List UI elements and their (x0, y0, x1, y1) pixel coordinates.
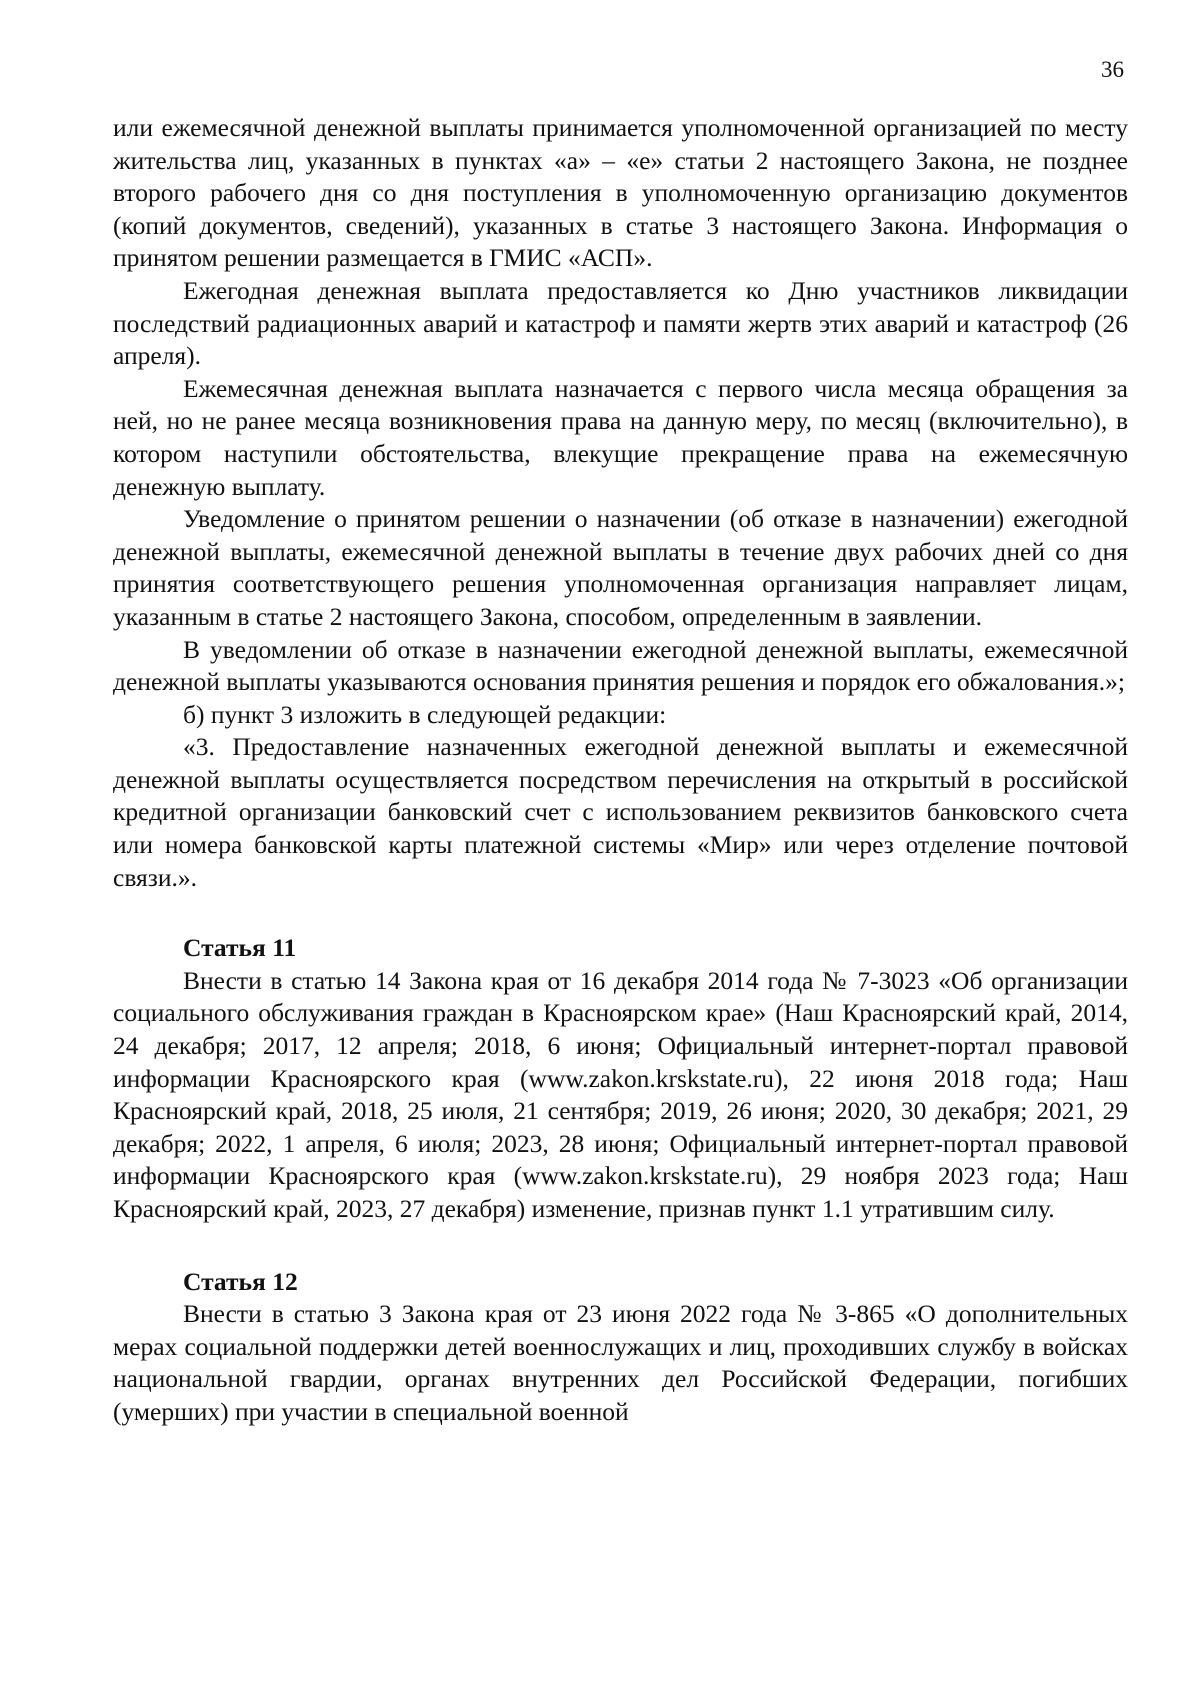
paragraph-annual-payment: Ежегодная денежная выплата предоставляется ко Дню участников ликвидации последствий радиационных аварий и катастроф и памяти жертв этих аварий и катастроф (26 апреля). (113, 275, 1128, 371)
paragraph-continuation: или ежемесячной денежной выплаты принимается уполномоченной организацией по месту жительства лиц, указанных в пунктах «а» – «е» статьи 2 настоящего Закона, не позднее второго рабочего дня со дня поступления в уполномоченную организацию документов (копий документов, сведений), указанных в статье 3 настоящего Закона. Информация о принятом решении размещается в ГМИС «АСП». (113, 113, 1128, 273)
article-12-heading: Статья 12 (183, 1266, 298, 1296)
document-body (113, 112, 1128, 1429)
article-12-text: Внести в статью 3 Закона края от 23 июня 2022 года № 3-865 «О дополнительных мерах социальной поддержки детей военнослужащих и лиц, проходивших службу в войсках национальной гвардии, органах внутренних дел Российской Федерации, погибших (умерших) при участии в специальной военной (113, 1299, 1128, 1426)
article-11-heading: Статья 11 (183, 933, 297, 963)
article-11-text: Внести в статью 14 Закона края от 16 декабря 2014 года № 7-3023 «Об организации социального обслуживания граждан в Красноярском крае» (Наш Красноярский край, 2014, 24 декабря; 2017, 12 апреля; 2018, 6 июня; Официальный интернет-портал правовой информации Красноярского края (www.zakon.krskstate.ru), 22 июня 2018 года; Наш Красноярский край, 2018, 25 июля, 21 сентября; 2019, 26 июня; 2020, 30 декабря; 2021, 29 декабря; 2022, 1 апреля, 6 июля; 2023, 28 июня; Официальный интернет-портал правовой информации Красноярского края (www.zakon.krskstate.ru), 29 ноября 2023 года; Наш Красноярский край, 2023, 27 декабря) изменение, признав пункт 1.1 утратившим силу. (113, 965, 1128, 1223)
paragraph-notification: Уведомление о принятом решении о назначении (об отказе в назначении) ежегодной денежной выплаты, ежемесячной денежной выплаты в течение двух рабочих дней со дня принятия соответствующего решения уполномоченная организация направляет лицам, указанным в статье 2 настоящего Закона, способом, определенным в заявлении. (113, 504, 1128, 631)
paragraph-monthly-payment: Ежемесячная денежная выплата назначается с первого числа месяца обращения за ней, но не ранее месяца возникновения права на данную меру, по месяц (включительно), в котором наступили обстоятельства, влекущие прекращение права на ежемесячную денежную выплату. (113, 373, 1128, 501)
paragraph-refusal-notice: В уведомлении об отказе в назначении ежегодной денежной выплаты, ежемесячной денежной выплаты указываются основания принятия решения и порядок его обжалования.»; (113, 634, 1128, 697)
page-number: 36 (1101, 57, 1124, 82)
paragraph-item-b: б) пункт 3 изложить в следующей редакции: (183, 699, 667, 729)
paragraph-point-3: «3. Предоставление назначенных ежегодной денежной выплаты и ежемесячной денежной выплаты осуществляется посредством перечисления на открытый в российской кредитной организации банковский счет с использованием реквизитов банковского счета или номера банковской карты платежной системы «Мир» или через отделение почтовой связи.». (113, 732, 1128, 892)
